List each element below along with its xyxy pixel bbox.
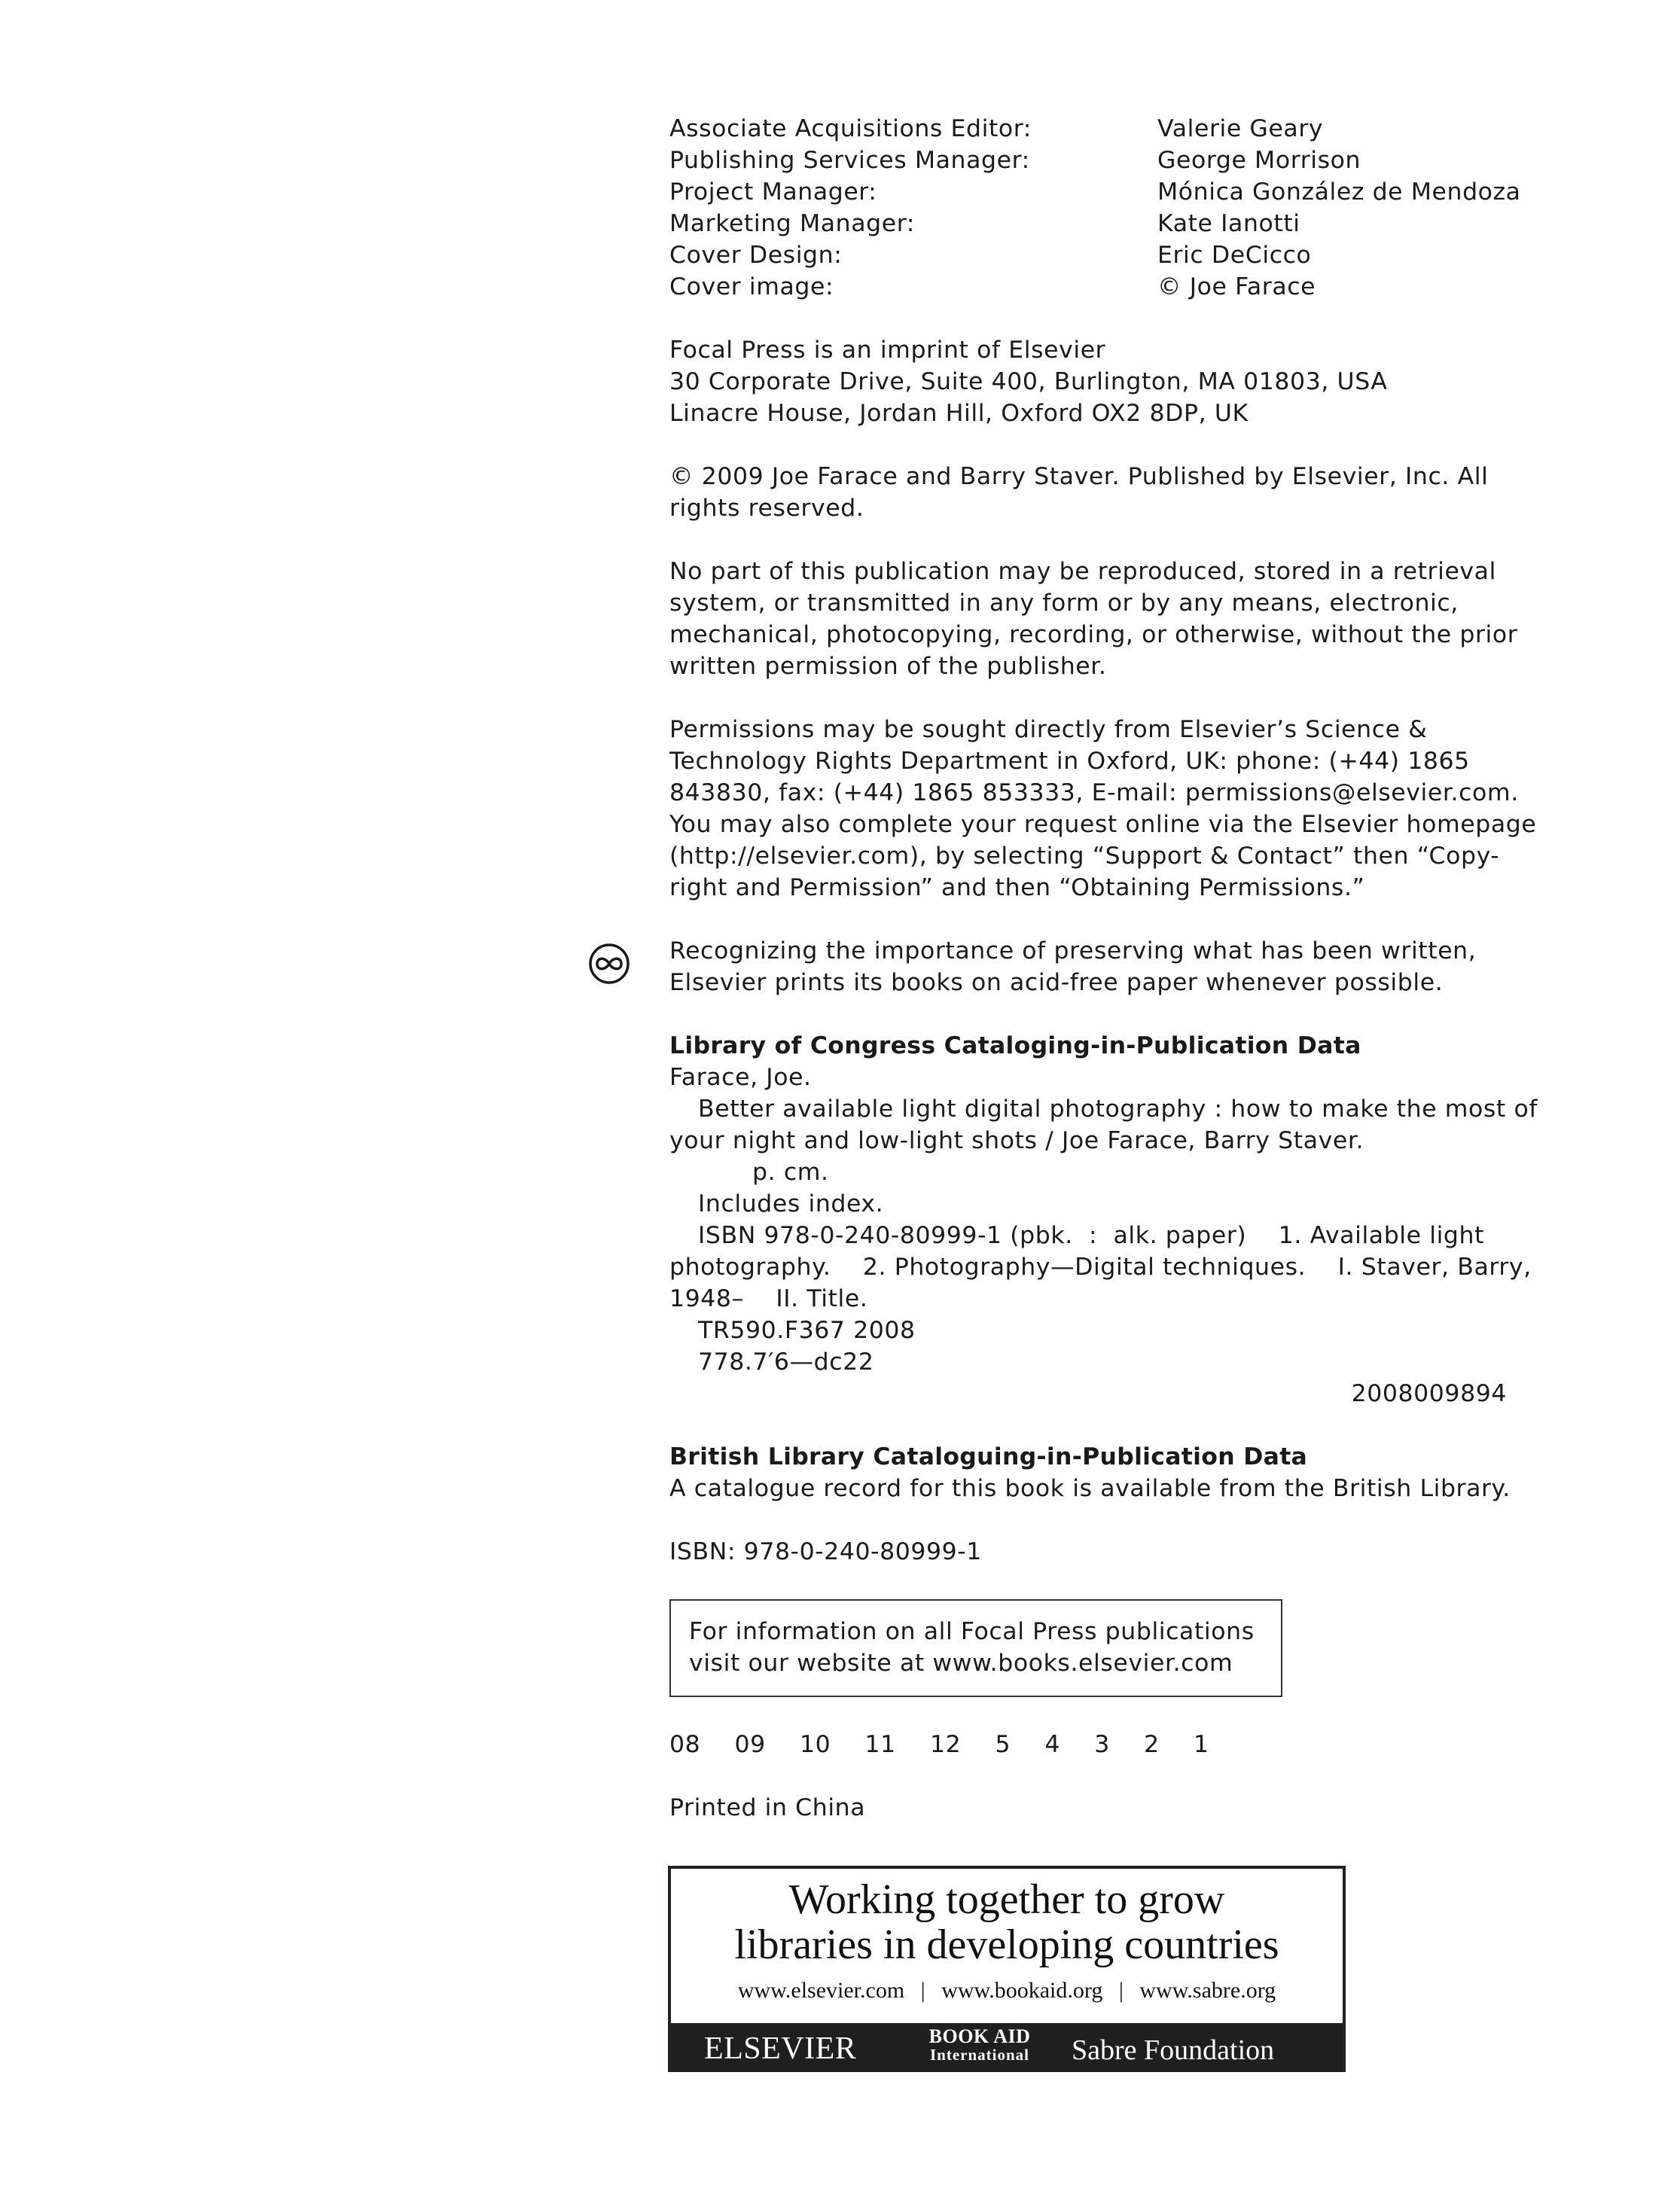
loc-cip-includes: Includes index.	[698, 1190, 884, 1217]
loc-cip-lcc: TR590.F367 2008	[698, 1317, 916, 1344]
link-bookaid[interactable]: www.bookaid.org	[941, 1978, 1103, 2003]
banner-header	[671, 1869, 1343, 2023]
loc-cip-heading: Library of Congress Cataloging-in-Publication Data	[669, 1032, 1361, 1059]
loc-cip-isbn: photography. 2. Photography—Digital techniques. I. Staver, Barry,	[669, 1254, 1532, 1281]
printed-in: Printed in China	[669, 1794, 866, 1821]
permissions-notice	[669, 714, 1537, 904]
bookaid-logo-line: BOOK AID	[928, 2025, 1031, 2047]
print-line: 08 09 10 11 12 5 4 3 2 1	[669, 1731, 1209, 1758]
credit-name: Kate Ianotti	[1157, 210, 1300, 237]
loc-cip-isbn: 1948– II. Title.	[669, 1285, 868, 1312]
acid-free-notice	[669, 935, 1528, 998]
permissions-line: (http://elsevier.com), by selecting “Support & Contact” then “Copy-	[669, 843, 1500, 870]
link-sabre[interactable]: www.sabre.org	[1139, 1978, 1276, 2003]
sabre-logo: Sabre Foundation	[1072, 2034, 1275, 2066]
link-separator: |	[920, 1978, 925, 2003]
bookaid-logo	[916, 2025, 1044, 2064]
infinity-icon	[587, 941, 632, 986]
info-box-line: For information on all Focal Press publications	[689, 1618, 1255, 1645]
isbn-block	[669, 1536, 1528, 1568]
loc-cip-title: your night and low-light shots / Joe Farace, Barry Staver.	[669, 1127, 1364, 1154]
reproduction-notice	[669, 556, 1528, 682]
banner-title: Working together to grow	[788, 1876, 1225, 1923]
publisher-info	[669, 334, 1528, 429]
elsevier-logo: ELSEVIER	[704, 2031, 857, 2066]
permissions-line: You may also complete your request online via the Elsevier homepage	[669, 811, 1537, 838]
credit-role: Cover Design:	[669, 242, 843, 269]
isbn: ISBN: 978-0-240-80999-1	[669, 1538, 982, 1565]
loc-cip-block	[669, 1030, 1538, 1409]
reproduction-line: written permission of the publisher.	[669, 653, 1107, 680]
publisher-address-us: 30 Corporate Drive, Suite 400, Burlington, MA 01803, USA	[669, 368, 1388, 395]
copyright-line: © 2009 Joe Farace and Barry Staver. Published by Elsevier, Inc. All	[669, 463, 1489, 490]
bookaid-banner	[668, 1866, 1346, 2072]
permissions-line: right and Permission” and then “Obtaining Permissions.”	[669, 874, 1365, 901]
loc-cip-ddc: 778.7′6—dc22	[698, 1348, 874, 1376]
print-line-block	[669, 1729, 1528, 1760]
bookaid-logo-line: International	[929, 2046, 1029, 2064]
link-separator: |	[1118, 1978, 1124, 2003]
credit-role: Publishing Services Manager:	[669, 147, 1030, 174]
credit-role: Cover image:	[669, 273, 834, 300]
printed-in-block	[669, 1792, 1528, 1824]
credit-name: George Morrison	[1157, 147, 1361, 174]
banner-links	[671, 1977, 1343, 2004]
credit-name: Valerie Geary	[1157, 115, 1324, 142]
bl-cip-heading: British Library Cataloguing-in-Publication Data	[669, 1443, 1308, 1470]
info-box-line: visit our website at www.books.elsevier.com	[689, 1650, 1233, 1677]
website-info-box	[669, 1599, 1282, 1697]
loc-cip-lccn: 2008009894	[1351, 1380, 1507, 1407]
bl-cip-text: A catalogue record for this book is available from the British Library.	[669, 1475, 1511, 1502]
reproduction-line: system, or transmitted in any form or by any means, electronic,	[669, 590, 1459, 617]
credits-list	[669, 113, 1528, 303]
loc-cip-pages: p. cm.	[752, 1159, 829, 1186]
bl-cip-block	[669, 1441, 1528, 1504]
credit-name: © Joe Farace	[1157, 273, 1316, 300]
permissions-line: Permissions may be sought directly from Elsevier’s Science &	[669, 716, 1428, 743]
credit-name: Eric DeCicco	[1157, 242, 1312, 269]
publisher-address-uk: Linacre House, Jordan Hill, Oxford OX2 8DP, UK	[669, 400, 1249, 427]
page-content	[669, 113, 1538, 1824]
copyright-notice	[669, 461, 1528, 524]
credit-role: Marketing Manager:	[669, 210, 915, 237]
loc-cip-title: Better available light digital photography : how to make the most of	[698, 1096, 1538, 1123]
copyright-line: rights reserved.	[669, 495, 864, 522]
link-elsevier[interactable]: www.elsevier.com	[737, 1978, 905, 2003]
publisher-imprint: Focal Press is an imprint of Elsevier	[669, 337, 1106, 364]
credit-role: Project Manager:	[669, 178, 877, 206]
reproduction-line: No part of this publication may be reproduced, stored in a retrieval	[669, 558, 1496, 585]
loc-cip-author: Farace, Joe.	[669, 1064, 812, 1091]
permissions-line: 843830, fax: (+44) 1865 853333, E-mail: permissions@elsevier.com.	[669, 779, 1519, 806]
banner-title: libraries in developing countries	[734, 1921, 1279, 1968]
banner-logos	[671, 2023, 1343, 2072]
credit-role: Associate Acquisitions Editor:	[669, 115, 1032, 142]
permissions-line: Technology Rights Department in Oxford, UK: phone: (+44) 1865	[669, 748, 1470, 775]
credit-name: Mónica González de Mendoza	[1157, 178, 1521, 206]
acid-free-line: Recognizing the importance of preserving what has been written,	[669, 937, 1477, 964]
acid-free-line: Elsevier prints its books on acid-free paper whenever possible.	[669, 969, 1444, 996]
loc-cip-isbn: ISBN 978-0-240-80999-1 (pbk. : alk. paper) 1. Available light	[698, 1222, 1485, 1249]
reproduction-line: mechanical, photocopying, recording, or otherwise, without the prior	[669, 621, 1518, 648]
